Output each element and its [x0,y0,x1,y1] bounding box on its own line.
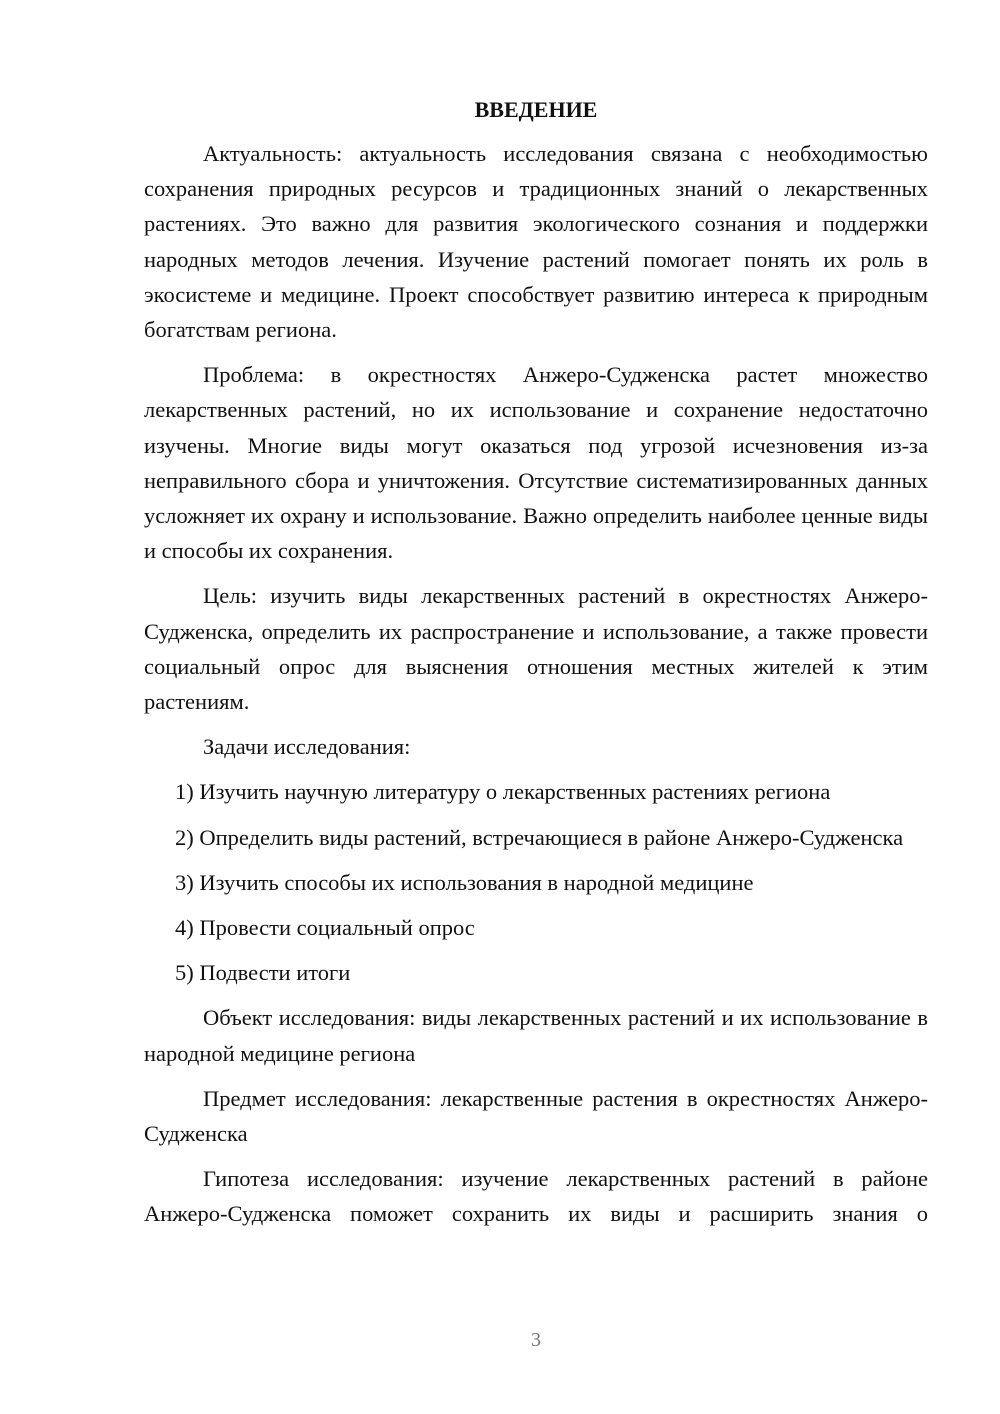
paragraph-subject: Предмет исследования: лекарственные растения в окрестностях Анжеро-Судженска [144,1085,928,1147]
page-number: 3 [531,1329,541,1351]
paragraph-hypothesis: Гипотеза исследования: изучение лекарственных растений в районе Анжеро-Судженска поможет сохранить их виды и расширить знания о [144,1166,928,1227]
tasks-title: Задачи исследования: [203,734,411,760]
task-item: 1) Изучить научную литературу о лекарственных растениях региона [175,779,831,805]
section-heading: ВВЕДЕНИЕ [474,97,598,122]
paragraph-problem: Проблема: в окрестностях Анжеро-Судженска растет множество лекарственных растений, но их использование и сохранение недостаточно изучены. Многие виды могут оказаться под угрозой исчезновения из-за неправильного сбора и уничтожения. Отсутствие систематизированных данных усложняет их охрану и использование. Важно определить наиболее ценные виды и способы их сохранения. [144,362,928,564]
task-item: 2) Определить виды растений, встречающиеся в районе Анжеро-Судженска [175,824,904,850]
paragraph-object: Объект исследования: виды лекарственных растений и их использование в народной медицине региона [144,1005,928,1066]
paragraph-relevance: Актуальность: актуальность исследования связана с необходимостью сохранения природных ресурсов и традиционных знаний о лекарственных растениях. Это важно для развития экологического сознания и поддержки народных методов лечения. Изучение растений помогает понять их роль в экосистеме и медицине. Проект способствует развитию интереса к природным богатствам региона. [144,141,928,343]
paragraph-goal: Цель: изучить виды лекарственных растений в окрестностях Анжеро-Судженска, определить их распространение и использование, а также провести социальный опрос для выяснения отношения местных жителей к этим растениям. [144,583,928,715]
page-content [144,92,928,1242]
task-item: 5) Подвести итоги [175,960,351,986]
task-item: 3) Изучить способы их использования в народной медицине [175,869,754,895]
task-item: 4) Провести социальный опрос [175,915,475,941]
